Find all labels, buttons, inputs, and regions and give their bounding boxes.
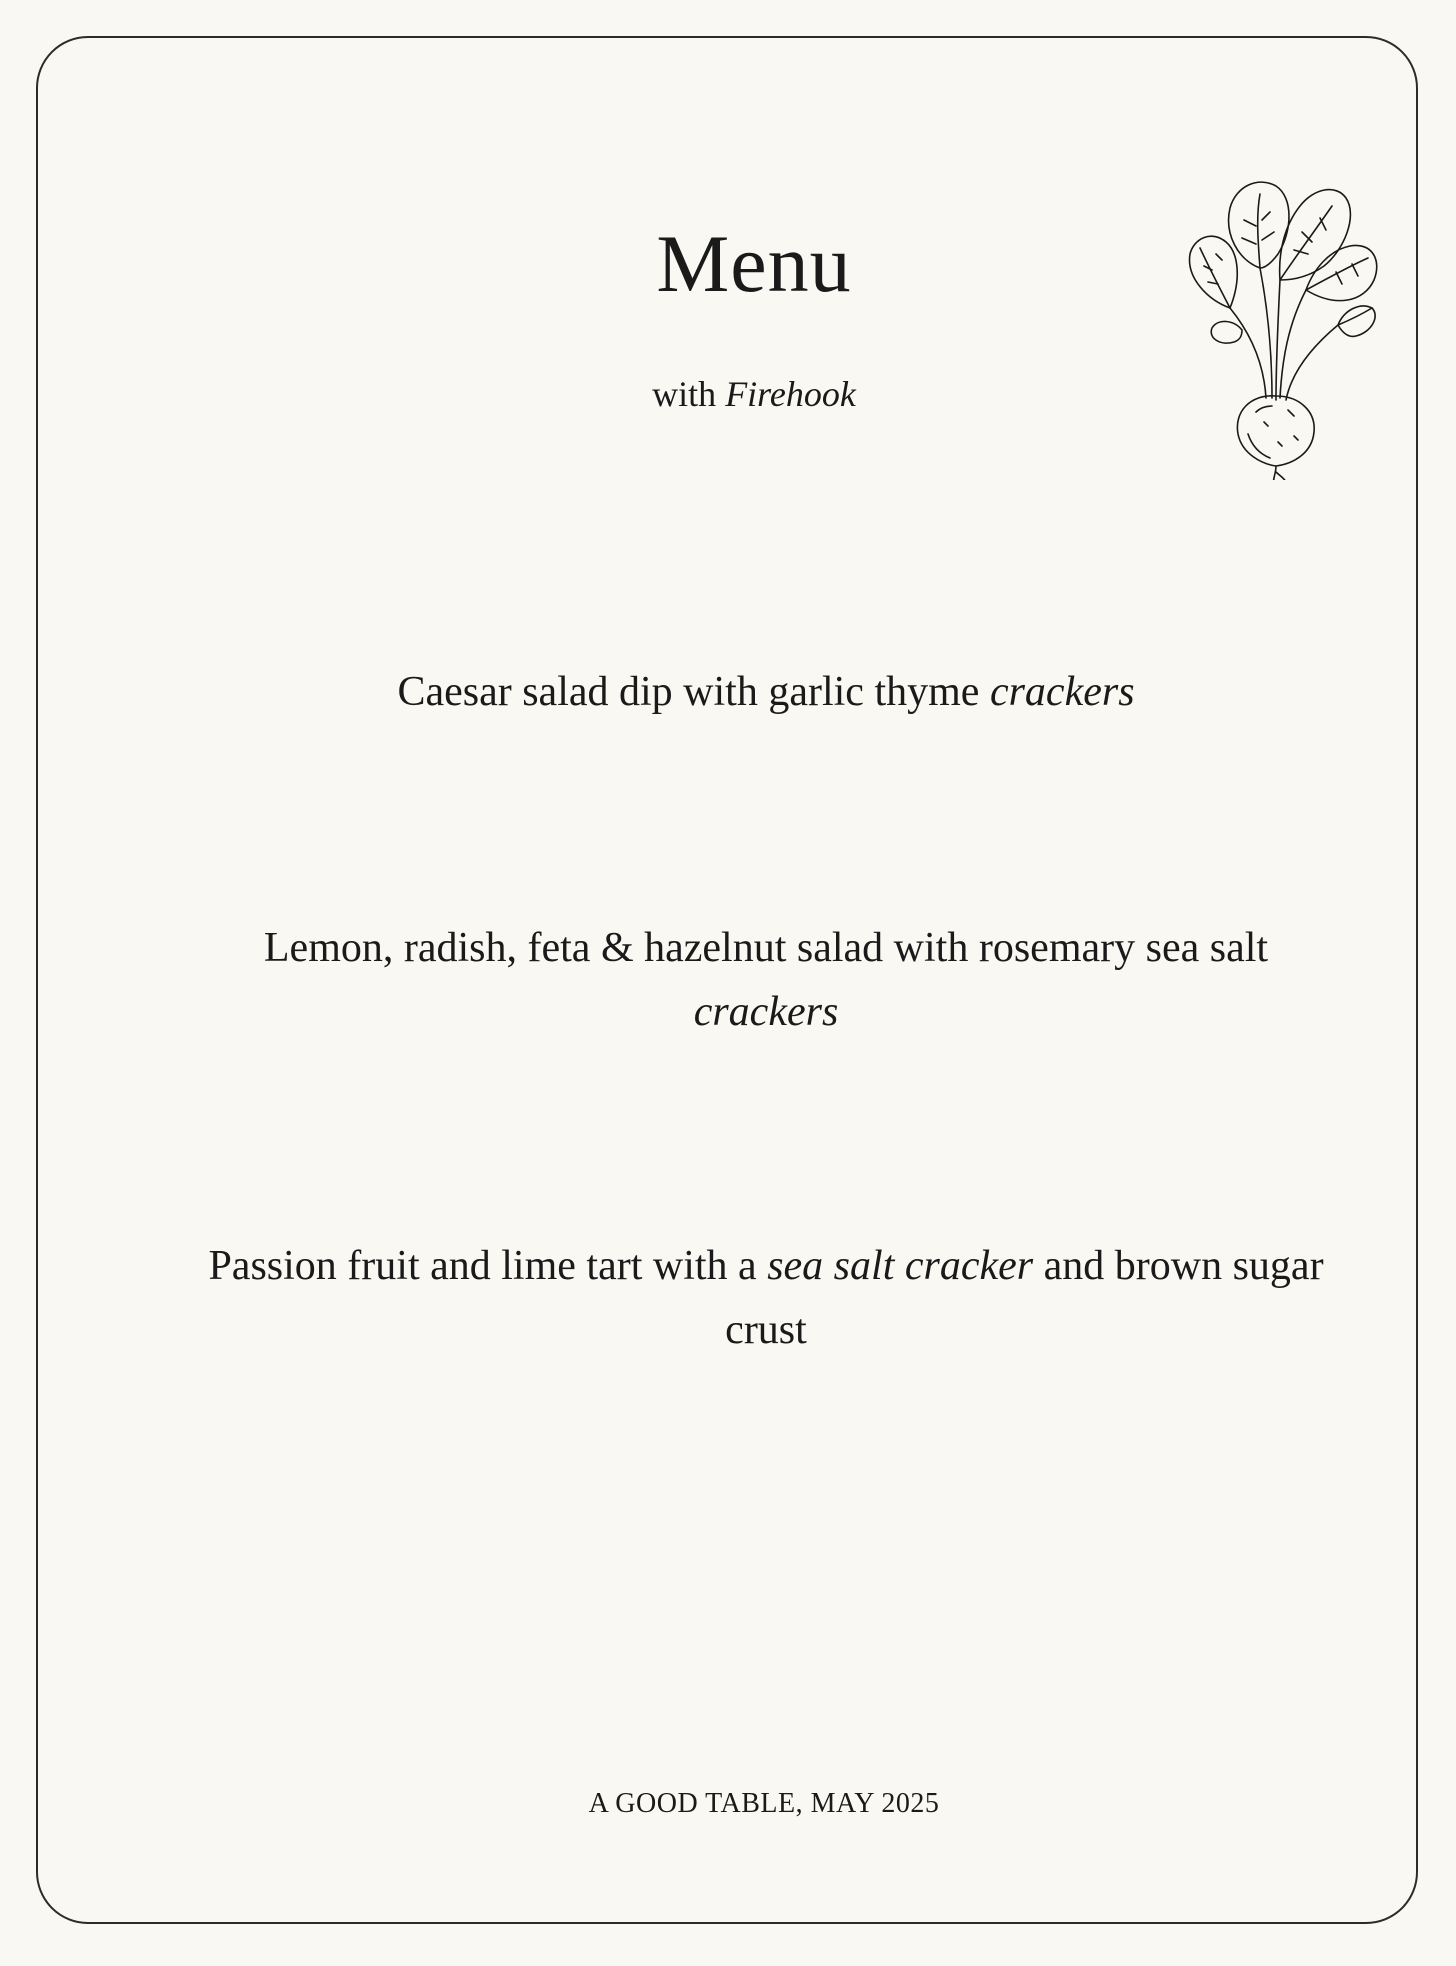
menu-item-italic: crackers — [989, 669, 1135, 715]
menu-card — [36, 36, 1418, 1924]
menu-item — [208, 916, 1324, 1044]
menu-item-italic: crackers — [693, 989, 839, 1035]
radish-illustration-icon — [1168, 150, 1388, 480]
menu-item — [208, 1234, 1324, 1362]
menu-footer: A GOOD TABLE, MAY 2025 — [588, 1788, 940, 1819]
menu-title: Menu — [656, 218, 852, 309]
menu-item-italic: sea salt cracker — [767, 1243, 1034, 1289]
menu-item-text-after: and brown sugar crust — [725, 1243, 1324, 1353]
menu-item-text: Lemon, radish, feta & hazelnut salad with rosemary sea salt — [263, 925, 1269, 971]
menu-item-text: Caesar salad dip with garlic thyme — [397, 669, 990, 715]
subtitle-prefix: with — [652, 374, 726, 414]
menu-item-text: Passion fruit and lime tart with a — [208, 1243, 768, 1289]
menu-item — [208, 660, 1324, 724]
subtitle-brand: Firehook — [725, 374, 856, 414]
